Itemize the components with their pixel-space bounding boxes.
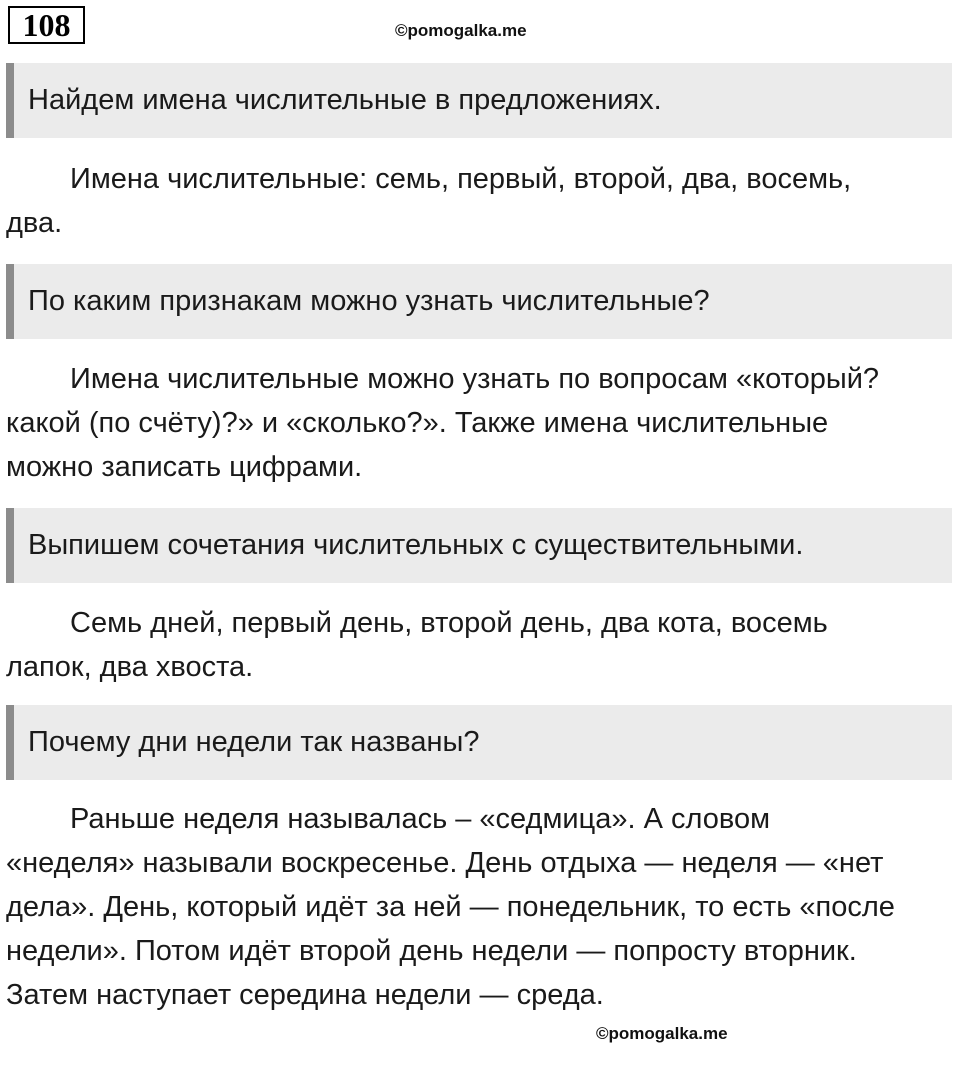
answer-block-3: Семь дней, первый день, второй день, два кота, восемь лапок, два хвоста. (6, 607, 828, 683)
question-block-3: Выпишем сочетания числительных с существительными. (6, 508, 952, 583)
answer-block-2: Имена числительные можно узнать по вопросам «который? какой (по счёту)?» и «сколько?». Также имена числительные можно записать цифрами. (6, 363, 880, 483)
question-block-2: По каким признакам можно узнать числительные? (6, 264, 952, 339)
question-block-4: Почему дни недели так названы? (6, 705, 952, 780)
watermark-bottom: ©pomogalka.me (596, 1024, 728, 1043)
exercise-number: 108 (8, 6, 85, 44)
watermark-top: ©pomogalka.me (395, 21, 527, 40)
answer-block-4: Раньше неделя называлась – «седмица». А словом «неделя» называли воскресенье. День отдыха — неделя — «нет дела». День, который идёт за ней — понедельник, то есть «после недели». Потом идёт второй день недели — попросту вторник. Затем наступает середина недели — среда. (6, 803, 895, 1011)
question-block-1: Найдем имена числительные в предложениях. (6, 63, 952, 138)
answer-block-1: Имена числительные: семь, первый, второй, два, восемь, два. (6, 163, 852, 239)
